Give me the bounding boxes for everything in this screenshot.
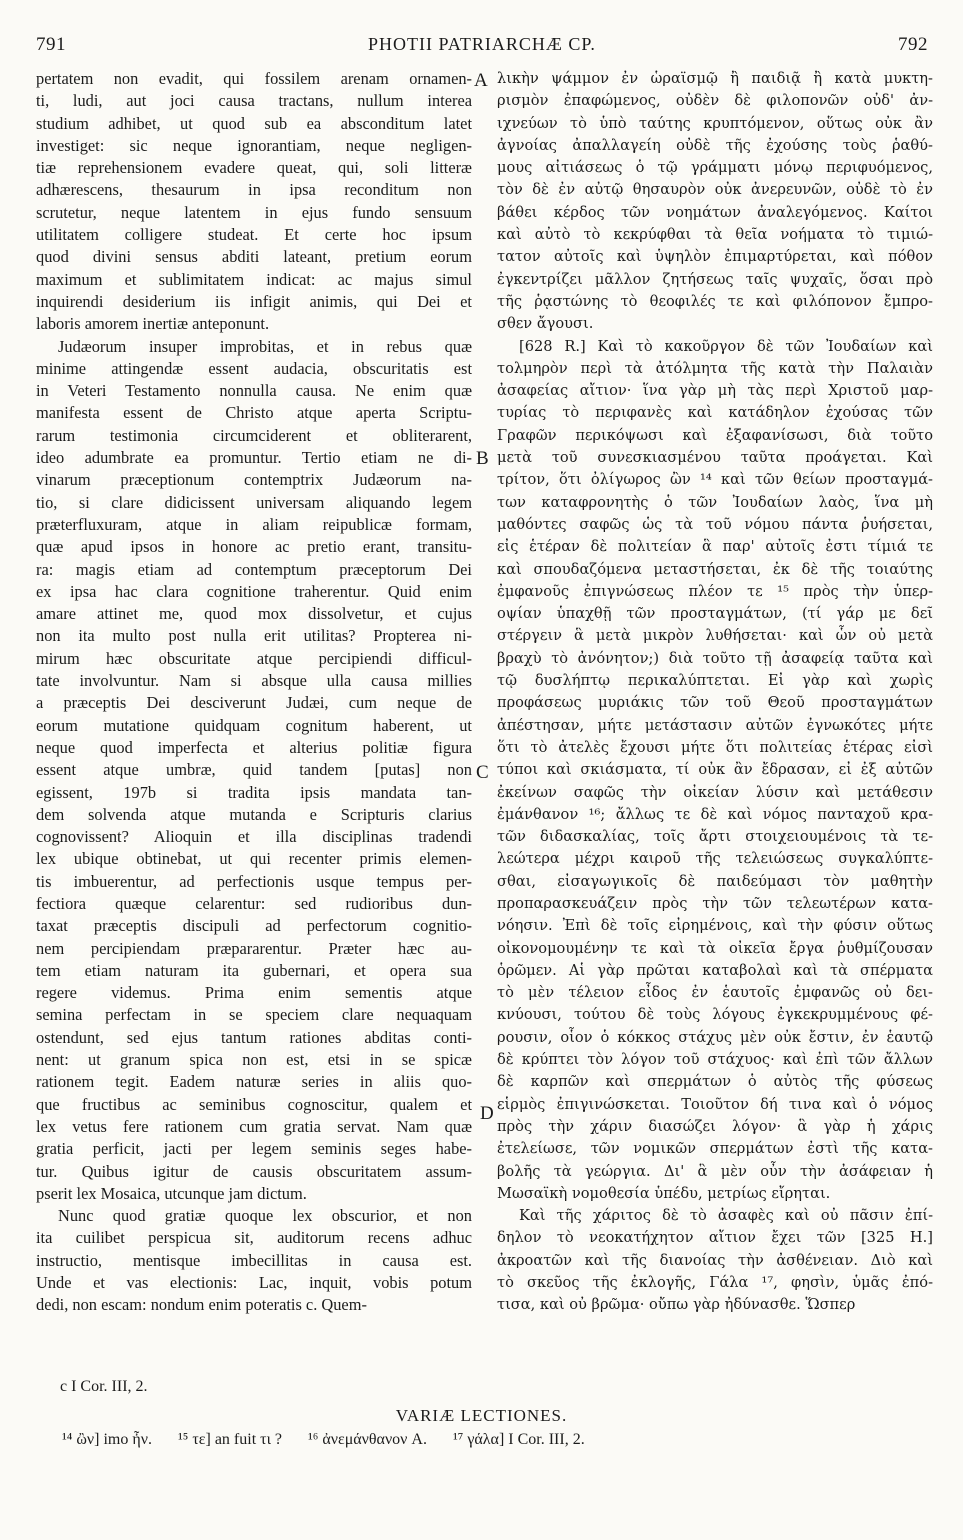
- text-line: Γραφῶν περικόψωσι καὶ ἐξαφανίσωσι, διὰ τοῦτο: [497, 426, 933, 444]
- text-line: regere videmus. Prima enim sementis atque: [36, 983, 472, 1003]
- text-line: ἐτελείωσε, τῶν νομικῶν σπερμάτων ἐστὶ τῆς κατα-: [497, 1140, 933, 1158]
- variae-lectiones-list: [62, 1431, 922, 1449]
- text-line: ρισμὸν ἐπαφώμενος, οὐδὲν δὲ φιλοπονῶν οὐδ' ἀν-: [497, 92, 933, 110]
- text-line: τολμηρὸν περὶ τὰ ἀτόλμητα τῆς κατὰ τὴν Παλαιὰν: [497, 359, 933, 377]
- text-line: tem etiam naturam ita gubernari, et opera sua: [36, 960, 472, 980]
- latin-footnote: c I Cor. III, 2.: [60, 1378, 148, 1395]
- text-line: Nunc quod gratiæ quoque lex obscurior, et non: [58, 1206, 472, 1226]
- text-line: ἐμάνθανον ¹⁶; ἄλλως τε δὲ καὶ νόμος πανταχοῦ κρα-: [497, 805, 933, 823]
- text-line: στέργειν ἃ μετὰ μικρὸν λυθήσεται· καὶ ὧν οὐ μετὰ: [497, 627, 933, 645]
- text-line: εἱρμὸς ἐπιγινώσκεται. Τοιοῦτον δή τινα καὶ ὁ νόμος: [497, 1095, 933, 1113]
- text-line: adhærescens, thesaurum in ipsa reconditum non: [36, 180, 472, 200]
- text-line: τατον αὐτοῖς καὶ ὑψηλὸν ἐπιμαρτύρεται, καὶ πόθον: [497, 248, 933, 266]
- text-line: των καταφρονητὴς ὁ τῶν Ἰουδαίων λαὸς, ἵνα μὴ: [497, 493, 933, 511]
- text-line: minime attingendæ essent audacia, obscuritatis est: [36, 358, 472, 378]
- text-line: τὸ μὲν τέλειον εἶδος ἐν ἑαυτοῖς ἐμφανῶς οὐ δει-: [497, 984, 933, 1002]
- text-line: non ita multo post nulla erit utilitas? Propterea ni-: [36, 626, 472, 646]
- text-line: μαθόντες σαφῶς ὡς τὰ τοῦ νόμου πάντα ῥυήσεται,: [497, 515, 933, 533]
- text-line: τὸ σκεῦος τῆς ἐκλογῆς, Γάλα ¹⁷, φησὶν, ὑμᾶς ἐπό-: [497, 1274, 933, 1292]
- text-line: a præceptis Dei desciverunt Judæi, cum neque de: [36, 693, 472, 713]
- text-line: προπαρασκευάζειν πρὸς τὴν τῶν τελεωτέρων κατα-: [497, 894, 933, 912]
- text-line: studium adhibet, ut quod sub ea absconditum latet: [36, 113, 472, 133]
- text-line: lex ubique obtinebat, ut qui recenter primis elemen-: [36, 849, 472, 869]
- text-line: dem solvenda atque mutanda e Scripturis clarius: [36, 804, 472, 824]
- text-line: gratia perficit, jacti per legem seminis seges habe-: [36, 1139, 472, 1159]
- margin-letter-b: B: [476, 448, 489, 469]
- text-line: ostendunt, sed ejus tantum rationes abditas conti-: [36, 1027, 472, 1047]
- text-line: πρὸς τὴν χάριν διασώζει λόγον· ἃ γὰρ ἡ χάρις: [497, 1117, 933, 1135]
- text-line: λικὴν ψάμμον ἐν ὡραϊσμῷ ἢ παιδιᾷ ἢ κατὰ μυκτη-: [497, 70, 933, 87]
- variant-reading: ¹⁷ γάλα] I Cor. III, 2.: [452, 1431, 585, 1448]
- text-line: ἐκείνων σαφῶς τὴν οἰκείαν λύσιν καὶ μετάθεσιν: [497, 783, 933, 801]
- text-line: quæ apud ipsos in honore ac pretio erant, transitu-: [36, 537, 472, 557]
- text-line: ita cuilibet perspicua sit, auditorum recens adhuc: [36, 1228, 472, 1248]
- variant-reading: ¹⁴ ὢν] imo ἦν.: [62, 1431, 152, 1448]
- text-line: τῆς ῥᾳστώνης τὸ θεοφιλές τε καὶ φιλόπονον ἔμπρο-: [497, 292, 933, 310]
- text-line: ra: magis etiam ad contemptum præceptorum Dei: [36, 559, 472, 579]
- text-line: προφάσεως μυριάκις τῶν τοῦ Θεοῦ προσταγμάτων: [497, 694, 933, 712]
- text-line: ti, ludi, aut joci causa tractans, nullum interea: [36, 91, 472, 111]
- text-line: δὲ καρπῶν καὶ σπερμάτων ὁ αὐτὸς τῆς φύσεως: [497, 1073, 933, 1091]
- text-line: καὶ σπουδαζόμενα μεταστήσεται, ἐκ δὲ τῆς τοιαύτης: [497, 560, 933, 578]
- latin-column: [36, 68, 472, 1317]
- text-line: essent atque umbræ, quid tandem [putas] non: [36, 760, 472, 780]
- text-line: ἀπέστησαν, μήτε μετάστασιν αὐτῶν ἐγνωκότες μήτε: [497, 716, 933, 734]
- text-line: eorum mutatione quidquam cognitum haberent, ut: [36, 715, 472, 735]
- text-line: τρίτον, ὅτι ὀλίγωρος ὢν ¹⁴ καὶ τῶν θείων προσταγμά-: [497, 471, 933, 489]
- text-line: νόησιν. Ἐπὶ δὲ τοῖς εἰρημένοις, καὶ τὴν φύσιν οὕτως: [497, 917, 933, 935]
- text-line: Καὶ τῆς χάριτος δὲ τὸ ἀσαφὲς καὶ οὐ πᾶσιν ἐπί-: [519, 1207, 933, 1225]
- text-line: rationem tegit. Eadem naturæ series in aliis quo-: [36, 1072, 472, 1092]
- text-line: ἐμφανοῦς ἐπιγνώσεως πλέον τε ¹⁵ πρὸς τὴν ὑπερ-: [497, 582, 933, 600]
- text-line: βραχὺ τὸ ἀνόνητον;) διὰ τοῦτο τῇ ἀσαφείᾳ ταῦτα καὶ: [497, 649, 933, 667]
- text-line: βάθει κέρδος τῶν νοημάτων ἀναλεγόμενος. Καίτοι: [497, 203, 933, 221]
- text-line: pertatem non evadit, qui fossilem arenam ornamen-: [36, 69, 472, 88]
- text-line: pserit lex Mosaica, utcunque jam dictum.: [36, 1183, 307, 1203]
- text-line: κνύουσι, τούτου δὲ τοὺς λόγους ἐγκεκρυμμένους φέ-: [497, 1006, 933, 1024]
- text-line: ἀγνοίας ἀπαλλαγείη οὐδὲ τῆς ἐχούσης τοὺς ῥαθύ-: [497, 136, 933, 154]
- text-line: οἰκονομουμένην τε καὶ τὰ οἰκεῖα ἔργα ῥυθμίζουσαν: [497, 939, 933, 957]
- text-line: ideo adumbrate ea promuntur. Tertio etiam ne di-: [36, 448, 472, 468]
- text-line: τῷ δυσλήπτῳ περικαλύπτεται. Εἰ γὰρ καὶ χωρὶς: [497, 672, 933, 690]
- text-line: σθεν ἄγουσι.: [497, 315, 594, 333]
- text-line: præterfluxuram, atque in aliam reipublicæ formam,: [36, 514, 472, 534]
- greek-column: [497, 68, 933, 1317]
- text-line: que fructibus ac seminibus cognoscitur, qualem et: [36, 1094, 472, 1114]
- text-line: τὸν δὲ ἐν αὐτῷ θησαυρὸν οὐκ ἀνερευνῶν, οὐδὲ τὸ ἐν: [497, 181, 933, 199]
- text-line: laboris amorem inertiæ anteponunt.: [36, 314, 270, 334]
- running-title: PHOTII PATRIARCHÆ CP.: [368, 34, 596, 54]
- text-line: ἐγκεντρίζει μᾶλλον ζητήσεως ταῖς ψυχαῖς, ὅσαι πρὸ: [497, 270, 933, 288]
- text-line: scrutetur, neque latentem in ejus fundo sensuum: [36, 202, 472, 222]
- text-line: μους αἰτιάσεως ὁ τῷ γράμματι μόνῳ περιφυόμενος,: [497, 159, 933, 177]
- text-line: manifesta essent de Christo atque aperta Scriptu-: [36, 403, 472, 423]
- text-line: Unde et vas electionis: Lac, inquit, vobis potum: [36, 1273, 472, 1293]
- text-line: λεώτερα μέχρι καιροῦ τῆς τελειώσεως συγκαλύπτε-: [497, 850, 933, 868]
- text-line: τύποι καὶ σκιάσματα, τί οὐκ ἂν ἔδρασαν, εἰ ἐξ αὐτῶν: [497, 761, 933, 779]
- text-line: inquirendi desiderium iis infigit animis, qui Dei et: [36, 291, 472, 311]
- text-line: mirum hæc obscuritate atque percipiendi difficul-: [36, 648, 472, 668]
- text-line: ὁρῶμεν. Αἱ γὰρ πρῶται καταβολαὶ καὶ τὰ σπέρματα: [497, 961, 933, 979]
- text-line: fectiora quæque celarentur: sed rudioribus dun-: [36, 893, 472, 913]
- text-line: tio, si clare didicissent universam aliquando legem: [36, 492, 472, 512]
- text-line: Μωσαϊκὴ νομοθεσία ὑπέδυ, μετρίως εἴρηται.: [497, 1184, 831, 1202]
- text-line: τυρίας τὸ περιφανὲς καὶ κατάδηλον ἐχούσας τῶν: [497, 404, 933, 422]
- text-line: neque quod imperfecta et alterius politiæ figura: [36, 737, 472, 757]
- text-line: dedi, non escam: nondum enim poteratis c. Quem-: [36, 1295, 367, 1315]
- text-line: βολῆς τὰ γεώργια. Δι' ἃ μὲν οὖν τὴν ἀσάφειαν ἡ: [497, 1162, 933, 1180]
- variant-reading: ¹⁵ τε] an fuit τι ?: [177, 1431, 282, 1448]
- text-line: ἀκροατῶν καὶ τῆς διανοίας τὴν ἀσθένειαν. Διὸ καὶ: [497, 1251, 933, 1269]
- left-page-number: 791: [36, 34, 66, 55]
- text-line: τῶν διδασκαλίας, τοῖς ἄρτι στοιχειουμένοις τὰ τε-: [497, 828, 933, 846]
- variae-lectiones-heading: VARIÆ LECTIONES.: [395, 1406, 568, 1425]
- text-line: in Veteri Testamento nonnulla causa. Ne enim quæ: [36, 381, 472, 401]
- text-line: egissent, 197b si tradita ipsis mandata tan-: [36, 782, 472, 802]
- text-line: nem percipiendam præpararentur. Præter hæc au-: [36, 938, 472, 958]
- text-line: tate involvuntur. Nam si absque ulla causa millies: [36, 671, 472, 691]
- text-line: [628 R.] Καὶ τὸ κακοῦργον δὲ τῶν Ἰουδαίων καὶ: [519, 337, 933, 355]
- text-line: ex ipsa hac clara cognitione traherentur. Quid enim: [36, 581, 472, 601]
- text-line: ὅτι τὸ ἀτελὲς ἔχουσι μήτε ὅτι πολιτείας ἑτέρας εἰσὶ: [497, 738, 933, 756]
- text-line: quod divini sensus abditi lateant, pretium eorum: [36, 247, 472, 267]
- text-line: taxat præceptis discipuli ad perfectorum cognitio-: [36, 916, 472, 936]
- text-line: amare attinet me, quod mox dissolvetur, et cujus: [36, 604, 472, 624]
- text-line: Judæorum insuper improbitas, et in rebus quæ: [58, 336, 472, 356]
- variant-reading: ¹⁶ ἀνεμάνθανον A.: [307, 1431, 427, 1448]
- margin-letter-d: D: [480, 1103, 494, 1124]
- text-line: nent: ut granum spica non est, etsi in se spicæ: [36, 1050, 472, 1070]
- text-line: σθαι, εἰσαγωγικοῖς δὲ παιδεύμασι τὸν μαθητὴν: [497, 872, 933, 890]
- text-line: οψίαν ὑπαχθῇ τῶν προσταγμάτων, (τί γάρ με δεῖ: [497, 605, 933, 623]
- text-line: tiæ reprehensionem evadere queat, qui, soli litteræ: [36, 158, 472, 178]
- text-line: εἰς ἑτέραν δὲ πολιτείαν ἃ παρ' αὐτοῖς ἐστι τίμιά τε: [497, 538, 933, 556]
- margin-letter-a: A: [474, 70, 488, 91]
- text-line: utilitatem colligere studeat. Et certe hoc ipsum: [36, 225, 472, 245]
- right-page-number: 792: [897, 34, 928, 55]
- text-line: maximum et sublimitatem indicat: ac majus simul: [36, 269, 472, 289]
- text-line: instructio, mentisque imbecillitas in causa est.: [36, 1250, 472, 1270]
- page-header: [36, 34, 928, 62]
- text-line: lex vetus fere rationem cum gratia servat. Nam quæ: [36, 1116, 472, 1136]
- margin-letter-c: C: [476, 762, 489, 783]
- text-line: δηλον τὸ νεοκατήχητον αἴτιον ἔχει τῶν [325 H.]: [497, 1229, 933, 1247]
- text-line: cognovissent? Alioquin et illa disciplinas tradendi: [36, 827, 472, 847]
- text-line: καὶ αὐτὸ τὸ κεκρύφθαι τὰ θεῖα νοήματα τὸ τιμιώ-: [497, 226, 933, 244]
- text-line: δὲ κρύπτει τὸν λόγον τοῦ στάχυος· καὶ ἐπὶ τῶν ἄλλων: [497, 1051, 933, 1069]
- text-line: ἀσαφείας αἴτιον· ἵνα γὰρ μὴ τὰς περὶ Χριστοῦ μαρ-: [497, 382, 933, 400]
- text-line: μετὰ τοῦ συνεσκιασμένου ταῦτα προάγεται. Καὶ: [497, 449, 933, 467]
- text-line: τισα, καὶ οὐ βρῶμα· οὔπω γὰρ ἠδύνασθε. Ὥσπερ: [497, 1296, 856, 1314]
- text-line: ρουσιν, οἷον ὁ κόκκος στάχυς μὲν οὐκ ἔστιν, ἐν ἑαυτῷ: [497, 1028, 933, 1046]
- text-line: tis imbuerentur, ad perfectionis usque tempus per-: [36, 871, 472, 891]
- text-line: vinarum præceptionum contemptrix Judæorum na-: [36, 470, 472, 490]
- text-line: semina perfectam in se speciem clare nequaquam: [36, 1005, 472, 1025]
- text-line: tur. Quibus igitur de causis obscuritatem assum-: [36, 1161, 472, 1181]
- text-line: rarum testimonia circumciderent et obliterarent,: [36, 425, 472, 445]
- text-line: ιχνεύων τὸ ὑπὸ ταύτης κρυπτόμενον, οὕτως οὐκ ἂν: [497, 114, 933, 132]
- text-line: investiget: sic neque ignorantiam, neque negligen-: [36, 135, 472, 155]
